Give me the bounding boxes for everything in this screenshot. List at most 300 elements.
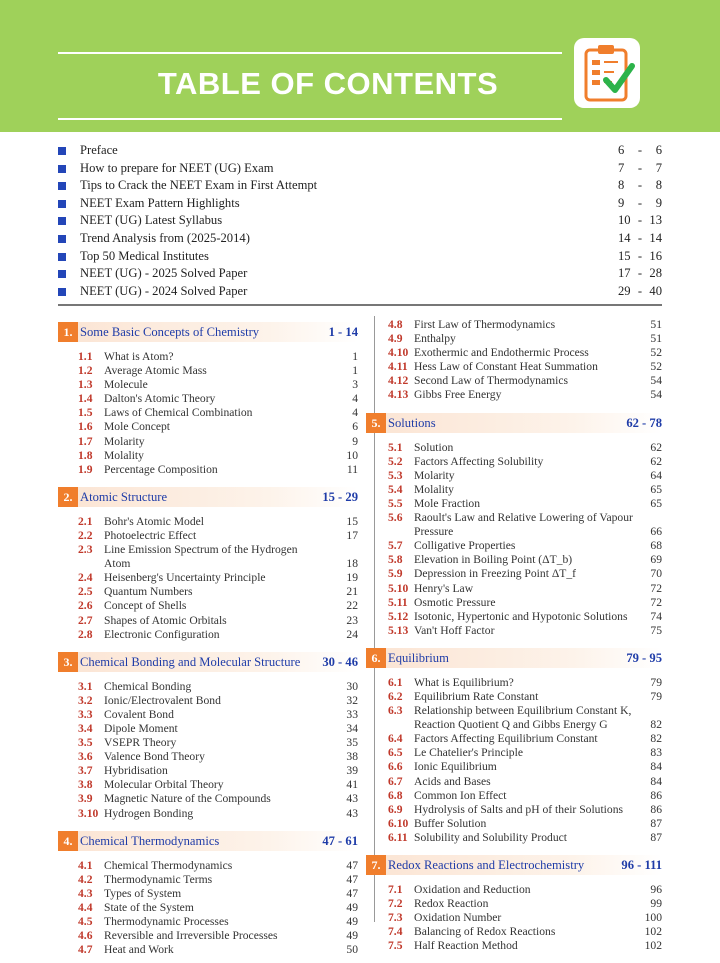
topic-item[interactable] (58, 529, 358, 543)
topic-page: 74 (650, 609, 662, 623)
topic-item[interactable] (366, 676, 662, 690)
page-end: 16 (649, 248, 662, 263)
topic-page: 41 (346, 778, 358, 792)
topic-item[interactable] (58, 873, 358, 887)
topic-item[interactable] (366, 803, 662, 817)
topic-number: 4.1 (78, 858, 93, 872)
prelim-item[interactable] (58, 230, 662, 248)
topic-label: Chemical Thermodynamics (104, 858, 233, 872)
topic-item[interactable] (366, 775, 662, 789)
topic-label: Molecule (104, 378, 148, 392)
topic-item[interactable] (366, 318, 662, 332)
topic-number: 6.7 (388, 774, 403, 788)
topic-item[interactable] (366, 553, 662, 567)
topic-item[interactable] (58, 694, 358, 708)
topic-number: 5.11 (388, 595, 408, 609)
page-dash: - (637, 143, 643, 157)
chapter-pages: 15 - 29 (322, 489, 358, 504)
topic-label: Isotonic, Hypertonic and Hypotonic Solutions (414, 609, 628, 623)
topic-item[interactable] (366, 483, 662, 497)
topic-label: Colligative Properties (414, 539, 516, 553)
topic-item[interactable] (58, 350, 358, 364)
topic-item[interactable] (58, 778, 358, 792)
topic-item[interactable] (366, 925, 662, 939)
topic-item[interactable] (366, 704, 662, 732)
page-dash: - (637, 195, 643, 210)
topic-page: 49 (346, 915, 358, 928)
topic-label: Hydrogen Bonding (104, 806, 194, 820)
prelim-item[interactable] (58, 212, 662, 230)
topic-item[interactable] (58, 614, 358, 628)
topic-number: 6.10 (388, 816, 409, 830)
topic-item[interactable] (58, 449, 358, 463)
topic-label: Bohr's Atomic Model (104, 514, 204, 528)
prelim-label: NEET Exam Pattern Highlights (80, 195, 240, 210)
topic-page: 18 (346, 557, 358, 571)
topic-label: Electronic Configuration (104, 627, 220, 641)
topic-label: Mole Fraction (414, 496, 481, 510)
topic-item[interactable] (366, 610, 662, 624)
prelim-pages (618, 265, 662, 283)
topic-item[interactable] (58, 901, 358, 915)
page-end: 13 (649, 213, 662, 228)
bullet-square-icon (58, 147, 66, 155)
topic-number: 5.12 (388, 609, 409, 623)
topic-label: What is Atom? (104, 350, 174, 363)
chapter-number: 4. (58, 831, 78, 851)
topic-item[interactable] (366, 497, 662, 511)
topic-item[interactable] (58, 392, 358, 406)
topic-label: Chemical Bonding (104, 679, 192, 693)
topic-page: 72 (650, 581, 662, 595)
contents-column-right (366, 318, 662, 959)
topic-number: 3.8 (78, 778, 93, 792)
chapter-title: Chemical Bonding and Molecular Structure (80, 654, 301, 669)
topic-page: 64 (650, 468, 662, 482)
topic-item[interactable] (58, 406, 358, 420)
prelim-item[interactable] (58, 195, 662, 213)
topic-label: Types of System (104, 886, 182, 900)
chapter-heading[interactable] (366, 855, 662, 875)
prelim-label: Preface (80, 143, 118, 157)
topic-label: Solubility and Solubility Product (414, 830, 567, 844)
topic-item[interactable] (366, 346, 662, 360)
topic-label: Equilibrium Rate Constant (414, 689, 539, 703)
topic-label: Relationship between Equilibrium Constant K, Reaction Quotient Q and Gibbs Energy G (414, 704, 632, 732)
topic-label: Quantum Numbers (104, 585, 193, 599)
topic-number: 3.6 (78, 750, 93, 764)
prelim-pages (618, 230, 662, 248)
topic-number: 1.7 (78, 434, 93, 448)
topic-number: 1.4 (78, 392, 93, 406)
topic-label: Hydrolysis of Salts and pH of their Solutions (414, 802, 624, 816)
page-dash: - (637, 283, 643, 298)
topic-number: 6.4 (388, 732, 403, 746)
topic-item[interactable] (58, 708, 358, 722)
topic-item[interactable] (366, 582, 662, 596)
chapter-pages: 96 - 111 (621, 858, 662, 872)
topic-number: 1.3 (78, 378, 93, 392)
bullet-square-icon (58, 235, 66, 243)
topic-number: 5.10 (388, 581, 409, 595)
topic-page: 65 (650, 482, 662, 496)
prelim-item[interactable] (58, 142, 662, 160)
topic-item[interactable] (366, 760, 662, 774)
chapter-title: Chemical Thermodynamics (80, 833, 220, 848)
topic-number: 5.9 (388, 567, 403, 581)
chapter-pages: 62 - 78 (626, 415, 662, 430)
page-end: 14 (649, 230, 662, 245)
topic-label: Heisenberg's Uncertainty Principle (104, 571, 266, 585)
topic-number: 2.6 (78, 599, 93, 613)
topic-item[interactable] (366, 690, 662, 704)
topic-page: 86 (650, 802, 662, 816)
topic-number: 5.8 (388, 553, 403, 567)
topic-label: Molality (104, 448, 144, 462)
topic-item[interactable] (58, 750, 358, 764)
topic-item[interactable] (58, 722, 358, 736)
page-end: 28 (649, 266, 662, 281)
chapter-number: 6. (366, 648, 386, 668)
topic-item[interactable] (366, 732, 662, 746)
topic-item[interactable] (58, 585, 358, 599)
topic-page: 21 (346, 585, 358, 599)
topic-item[interactable] (58, 859, 358, 873)
topic-item[interactable] (366, 374, 662, 388)
topic-number: 4.6 (78, 929, 93, 943)
topic-number: 3.10 (78, 806, 99, 820)
topic-label: Magnetic Nature of the Compounds (104, 792, 271, 806)
topic-label: Valence Bond Theory (104, 750, 205, 764)
topic-label: Ionic/Electrovalent Bond (104, 693, 221, 707)
header-rule-bottom (58, 118, 562, 120)
topic-page: 70 (650, 567, 662, 581)
topic-label: Covalent Bond (104, 707, 174, 721)
topic-number: 5.1 (388, 440, 403, 454)
topic-page: 11 (346, 462, 358, 476)
topic-page: 4 (352, 392, 358, 406)
topic-page: 68 (650, 539, 662, 553)
topic-number: 5.13 (388, 623, 409, 637)
topic-page: 83 (650, 746, 662, 760)
chapter-spacer (366, 845, 662, 851)
topic-item[interactable] (58, 680, 358, 694)
chapter-title: Some Basic Concepts of Chemistry (80, 325, 260, 339)
topic-page: 24 (346, 627, 358, 641)
prelims-list (58, 142, 662, 300)
topic-number: 4.12 (388, 374, 409, 388)
topic-number: 6.2 (388, 689, 403, 703)
topic-item[interactable] (58, 887, 358, 901)
topic-label: Common Ion Effect (414, 788, 507, 802)
topic-item[interactable] (366, 360, 662, 374)
topic-number: 2.3 (78, 543, 93, 557)
topic-page: 15 (346, 514, 358, 528)
topic-number: 4.5 (78, 915, 93, 928)
topic-label: Mole Concept (104, 420, 171, 434)
page-start: 29 (618, 283, 631, 298)
topic-item[interactable] (366, 897, 662, 911)
prelim-item[interactable] (58, 160, 662, 178)
topic-label: Molality (414, 482, 454, 496)
topic-number: 3.3 (78, 707, 93, 721)
topic-item[interactable] (58, 364, 358, 378)
topic-label: Laws of Chemical Combination (104, 406, 253, 420)
chapter-number: 1. (58, 322, 78, 342)
chapter-spacer (366, 403, 662, 409)
chapter-title: Solutions (388, 415, 436, 430)
header-rule-top (58, 52, 562, 54)
topic-page: 52 (650, 360, 662, 374)
chapter-heading[interactable] (58, 831, 358, 851)
topic-page: 82 (650, 718, 662, 732)
topic-label: First Law of Thermodynamics (414, 318, 556, 331)
topic-number: 2.1 (78, 514, 93, 528)
topic-item[interactable] (58, 807, 358, 821)
topic-item[interactable] (58, 420, 358, 434)
topic-number: 1.6 (78, 420, 93, 434)
topic-number: 5.7 (388, 539, 403, 553)
chapter-pages: 47 - 61 (322, 833, 358, 848)
page-dash: - (637, 248, 643, 263)
topic-item[interactable] (366, 911, 662, 925)
topic-page: 72 (650, 595, 662, 609)
chapter-number: 3. (58, 652, 78, 672)
topic-page: 43 (346, 792, 358, 806)
topic-label: Hybridisation (104, 764, 168, 778)
topic-item[interactable] (366, 596, 662, 610)
topic-page: 1 (352, 364, 358, 378)
topic-item[interactable] (366, 831, 662, 845)
topic-page: 66 (650, 525, 662, 539)
bullet-square-icon (58, 217, 66, 225)
topic-number: 5.2 (388, 454, 403, 468)
page-end: 6 (655, 143, 662, 157)
chapter-heading[interactable] (58, 322, 358, 342)
topic-label: Van't Hoff Factor (414, 623, 495, 637)
chapter-spacer (58, 642, 358, 648)
prelim-label: NEET (UG) Latest Syllabus (80, 213, 223, 228)
topic-item[interactable] (366, 332, 662, 346)
topic-page: 87 (650, 816, 662, 830)
page-end: 9 (655, 195, 662, 210)
topic-item[interactable] (58, 599, 358, 613)
prelim-label: NEET (UG) - 2024 Solved Paper (80, 283, 248, 298)
topic-label: Dalton's Atomic Theory (104, 392, 216, 406)
topic-page: 47 (346, 858, 358, 872)
prelim-pages (618, 160, 662, 178)
topic-label: Henry's Law (414, 581, 474, 595)
topic-item[interactable] (366, 624, 662, 638)
topic-page: 84 (650, 774, 662, 788)
topic-item[interactable] (366, 469, 662, 483)
topic-page: 65 (650, 496, 662, 510)
prelim-label: Top 50 Medical Institutes (80, 248, 209, 263)
topic-label: Solution (414, 440, 454, 454)
topic-label: Buffer Solution (414, 816, 487, 830)
topic-page: 10 (346, 448, 358, 462)
topic-label: VSEPR Theory (104, 736, 177, 750)
bullet-square-icon (58, 200, 66, 208)
topic-number: 2.5 (78, 585, 93, 599)
topic-label: Balancing of Redox Reactions (414, 925, 556, 939)
topic-number: 7.4 (388, 925, 403, 939)
bullet-square-icon (58, 270, 66, 278)
prelim-pages (618, 195, 662, 213)
page-start: 10 (618, 213, 631, 228)
topic-label: State of the System (104, 900, 194, 914)
prelim-label: Tips to Crack the NEET Exam in First Attempt (80, 178, 318, 193)
topic-item[interactable] (366, 883, 662, 897)
prelim-label: NEET (UG) - 2025 Solved Paper (80, 266, 248, 281)
topic-item[interactable] (58, 764, 358, 778)
topic-page: 34 (346, 721, 358, 735)
topic-item[interactable] (58, 543, 358, 571)
topic-number: 6.6 (388, 760, 403, 774)
chapter-spacer (58, 477, 358, 483)
page-dash: - (637, 213, 643, 228)
topic-number: 1.8 (78, 448, 93, 462)
prelim-item[interactable] (58, 265, 662, 283)
chapter-number: 7. (366, 855, 386, 875)
topic-page: 19 (346, 571, 358, 585)
prelim-pages (618, 248, 662, 266)
topic-number: 3.2 (78, 693, 93, 707)
topic-label: Second Law of Thermodynamics (414, 374, 569, 388)
topic-item[interactable] (58, 943, 358, 957)
topic-page: 6 (352, 420, 358, 434)
topic-label: Dipole Moment (104, 721, 178, 735)
chapter-title: Equilibrium (388, 650, 449, 665)
topic-page: 39 (346, 764, 358, 778)
topic-page: 96 (650, 883, 662, 896)
topic-label: Acids and Bases (414, 774, 491, 788)
prelim-item[interactable] (58, 283, 662, 301)
chapter-pages: 79 - 95 (626, 650, 662, 665)
topic-item[interactable] (366, 511, 662, 539)
chapter-heading[interactable] (366, 413, 662, 433)
topic-number: 3.1 (78, 679, 93, 693)
topic-number: 7.5 (388, 939, 403, 953)
topic-page: 79 (650, 675, 662, 689)
topic-label: Raoult's Law and Relative Lowering of Vapour Pressure (414, 511, 633, 539)
topic-item[interactable] (366, 388, 662, 402)
page-start: 6 (618, 143, 625, 157)
topic-item[interactable] (58, 628, 358, 642)
topic-number: 4.11 (388, 360, 408, 374)
chapter-title: Redox Reactions and Electrochemistry (388, 858, 585, 872)
topic-page: 49 (346, 900, 358, 914)
chapter-spacer (58, 821, 358, 827)
topic-page: 100 (644, 911, 662, 925)
topic-item[interactable] (58, 915, 358, 929)
topic-page: 23 (346, 613, 358, 627)
topic-page: 50 (346, 943, 358, 957)
topic-item[interactable] (366, 567, 662, 581)
chapter-heading[interactable] (366, 648, 662, 668)
page-end: 7 (655, 160, 662, 175)
topic-number: 6.3 (388, 704, 403, 718)
topic-number: 2.7 (78, 613, 93, 627)
topic-item[interactable] (58, 378, 358, 392)
page-title: TABLE OF CONTENTS (157, 66, 499, 101)
topic-page: 43 (346, 806, 358, 820)
topic-item[interactable] (58, 736, 358, 750)
header-banner (0, 0, 720, 132)
chapter-pages: 30 - 46 (322, 654, 358, 669)
topic-page: 102 (644, 925, 662, 939)
page-start: 17 (618, 266, 631, 281)
chapter-heading[interactable] (58, 487, 358, 507)
topic-item[interactable] (58, 435, 358, 449)
topic-page: 38 (346, 750, 358, 764)
topic-page: 47 (346, 872, 358, 886)
topic-number: 7.2 (388, 897, 403, 911)
topic-item[interactable] (58, 463, 358, 477)
topic-label: Molecular Orbital Theory (104, 778, 224, 792)
chapter-heading[interactable] (58, 652, 358, 672)
topic-page: 62 (650, 440, 662, 454)
topic-item[interactable] (366, 441, 662, 455)
topic-item[interactable] (366, 939, 662, 953)
topic-number: 5.4 (388, 482, 403, 496)
topic-label: Osmotic Pressure (414, 595, 496, 609)
chapter-number: 5. (366, 413, 386, 433)
topic-item[interactable] (366, 455, 662, 469)
topic-number: 4.2 (78, 872, 93, 886)
topic-item[interactable] (366, 789, 662, 803)
topic-item[interactable] (58, 515, 358, 529)
bullet-square-icon (58, 288, 66, 296)
topic-page: 99 (650, 897, 662, 911)
topic-page: 51 (650, 332, 662, 346)
topic-page: 32 (346, 693, 358, 707)
prelim-pages (618, 142, 662, 160)
topic-label: Depression in Freezing Point ΔT_f (414, 567, 577, 581)
topic-item[interactable] (58, 571, 358, 585)
topic-page: 47 (346, 886, 358, 900)
topic-label: Reversible and Irreversible Processes (104, 929, 278, 943)
topic-label: Oxidation Number (414, 911, 502, 925)
topic-item[interactable] (366, 539, 662, 553)
topic-label: Enthalpy (414, 332, 456, 346)
topic-number: 6.9 (388, 802, 403, 816)
page-dash: - (637, 160, 643, 175)
topic-label: Thermodynamic Terms (104, 872, 213, 886)
topic-number: 5.5 (388, 496, 403, 510)
topic-page: 4 (352, 406, 358, 420)
topic-label: Heat and Work (104, 943, 174, 957)
topic-number: 6.8 (388, 788, 403, 802)
topic-number: 4.7 (78, 943, 93, 957)
prelim-label: How to prepare for NEET (UG) Exam (80, 160, 274, 175)
topic-item[interactable] (58, 792, 358, 806)
prelim-label: Trend Analysis from (2025-2014) (80, 230, 250, 245)
topic-label: Elevation in Boiling Point (ΔT_b) (414, 553, 573, 567)
topic-item[interactable] (366, 817, 662, 831)
topic-number: 4.9 (388, 332, 403, 346)
topic-item[interactable] (366, 746, 662, 760)
chapter-pages: 1 - 14 (328, 325, 358, 339)
topic-item[interactable] (58, 929, 358, 943)
topic-label: Factors Affecting Solubility (414, 454, 544, 468)
topic-label: Percentage Composition (104, 462, 218, 476)
contents-column-left (58, 318, 358, 963)
page-end: 40 (649, 283, 662, 298)
topic-page: 54 (650, 374, 662, 388)
prelim-item[interactable] (58, 177, 662, 195)
prelim-item[interactable] (58, 248, 662, 266)
